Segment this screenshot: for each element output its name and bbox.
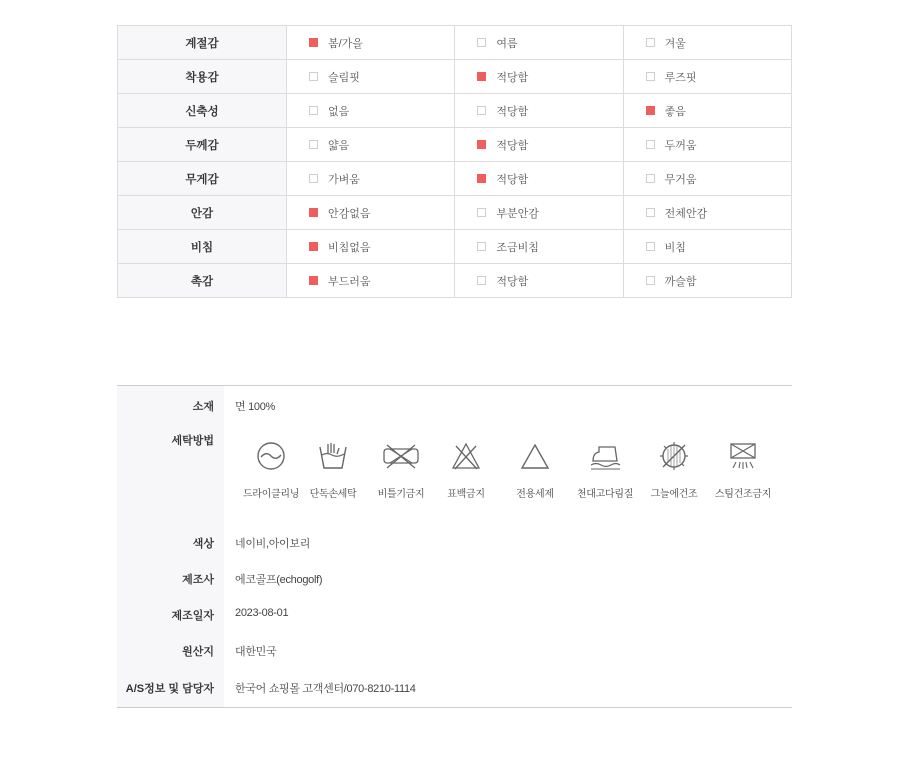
info-label: 원산지	[182, 646, 214, 658]
info-value: 면 100%	[235, 401, 276, 413]
care-label: 표백금지	[447, 489, 485, 500]
feature-option-label: 비침	[664, 241, 686, 254]
unchecked-box-icon	[477, 208, 486, 217]
checked-box-icon	[477, 72, 486, 81]
feature-option	[455, 264, 623, 298]
unchecked-box-icon	[646, 72, 655, 81]
feature-option	[623, 128, 791, 162]
feature-option-label: 적당함	[496, 275, 529, 288]
checked-box-icon	[309, 38, 318, 47]
feature-option	[455, 26, 623, 60]
info-value: 한국어 쇼핑몰 고객센터/070-8210-1114	[235, 683, 416, 695]
feature-option	[287, 264, 455, 298]
unchecked-box-icon	[646, 276, 655, 285]
feature-row	[118, 162, 792, 196]
info-value: 네이비,아이보리	[235, 538, 311, 550]
feature-row	[118, 26, 792, 60]
feature-option	[623, 60, 791, 94]
feature-option	[623, 94, 791, 128]
care-item	[430, 441, 502, 500]
feature-row	[118, 230, 792, 264]
unchecked-box-icon	[309, 106, 318, 115]
info-label: 세탁방법	[171, 435, 214, 447]
feature-option-label: 조금비침	[496, 241, 539, 254]
feature-option	[455, 94, 623, 128]
care-label: 스팀건조금지	[714, 489, 772, 500]
care-item	[638, 441, 710, 500]
feature-option-label: 적당함	[496, 71, 529, 84]
feature-option-label: 부분안감	[496, 207, 539, 220]
info-label: A/S정보 및 담당자	[125, 683, 214, 695]
unchecked-box-icon	[646, 208, 655, 217]
unchecked-box-icon	[309, 72, 318, 81]
feature-option	[455, 128, 623, 162]
feature-option-label: 적당함	[496, 139, 529, 152]
care-label: 천대고다림질	[576, 489, 634, 500]
no-steam-dry-icon	[725, 441, 761, 471]
checked-box-icon	[309, 242, 318, 251]
unchecked-box-icon	[646, 242, 655, 251]
care-label: 전용세제	[516, 489, 554, 500]
feature-option	[623, 230, 791, 264]
feature-option	[287, 60, 455, 94]
feature-label: 두께감	[118, 128, 287, 162]
feature-option-label: 가벼움	[328, 173, 360, 186]
feature-option	[455, 196, 623, 230]
hand-wash-icon	[316, 441, 350, 471]
feature-option-label: 비침없음	[328, 241, 371, 254]
care-label: 단독손세탁	[309, 489, 357, 500]
unchecked-box-icon	[646, 140, 655, 149]
feature-label: 안감	[118, 196, 287, 230]
info-label: 소재	[192, 401, 214, 413]
detergent-icon	[518, 441, 552, 471]
feature-row	[118, 128, 792, 162]
feature-option	[287, 128, 455, 162]
feature-option-label: 부드러움	[328, 275, 371, 288]
feature-option	[287, 94, 455, 128]
feature-option-label: 두꺼움	[664, 139, 697, 152]
iron-cloth-icon	[587, 441, 623, 471]
feature-option	[623, 162, 791, 196]
care-icons	[235, 441, 780, 501]
care-item	[707, 441, 779, 500]
feature-label: 무게감	[118, 162, 287, 196]
feature-option	[455, 60, 623, 94]
feature-label: 계절감	[118, 26, 287, 60]
shade-dry-icon	[657, 441, 691, 471]
info-label: 제조사	[182, 574, 214, 586]
feature-label: 비침	[118, 230, 287, 264]
feature-option	[287, 26, 455, 60]
feature-option-label: 까슬함	[664, 275, 697, 288]
unchecked-box-icon	[646, 174, 655, 183]
feature-row	[118, 94, 792, 128]
feature-option	[287, 230, 455, 264]
no-bleach-icon	[449, 441, 483, 471]
feature-option-label: 봄/가을	[328, 37, 363, 50]
feature-option-label: 슬림핏	[328, 71, 360, 84]
feature-label: 촉감	[118, 264, 287, 298]
feature-option-label: 무거움	[664, 173, 697, 186]
care-item	[569, 441, 641, 500]
feature-row	[118, 264, 792, 298]
feature-option-label: 없음	[328, 105, 350, 118]
feature-option	[623, 264, 791, 298]
feature-option	[623, 196, 791, 230]
unchecked-box-icon	[477, 106, 486, 115]
feature-option	[455, 230, 623, 264]
care-item	[499, 441, 571, 500]
checked-box-icon	[477, 174, 486, 183]
checked-box-icon	[309, 208, 318, 217]
feature-option-label: 전체안감	[664, 207, 708, 220]
unchecked-box-icon	[309, 174, 318, 183]
feature-option-label: 루즈핏	[664, 71, 697, 84]
info-value: 2023-08-01	[235, 607, 289, 619]
feature-option-label: 적당함	[496, 105, 529, 118]
no-wring-icon	[381, 441, 421, 471]
feature-label: 신축성	[118, 94, 287, 128]
care-item	[365, 441, 437, 500]
info-value: 에코골프(echogolf)	[235, 574, 323, 586]
unchecked-box-icon	[309, 140, 318, 149]
feature-option	[623, 26, 791, 60]
dry-cleaning-icon	[254, 441, 288, 471]
unchecked-box-icon	[477, 38, 486, 47]
feature-option-label: 겨울	[664, 37, 686, 50]
checked-box-icon	[477, 140, 486, 149]
feature-option-label: 여름	[496, 37, 518, 50]
feature-label: 착용감	[118, 60, 287, 94]
feature-option-label: 적당함	[496, 173, 529, 186]
feature-table	[117, 25, 792, 298]
info-value: 대한민국	[235, 646, 277, 658]
feature-row	[118, 196, 792, 230]
info-label: 색상	[192, 538, 214, 550]
unchecked-box-icon	[477, 242, 486, 251]
checked-box-icon	[646, 106, 655, 115]
feature-option	[455, 162, 623, 196]
feature-option-label: 얇음	[328, 139, 350, 152]
care-label: 그늘에건조	[650, 489, 698, 500]
product-info	[117, 385, 792, 708]
care-label: 비틀기금지	[377, 489, 425, 500]
feature-option-label: 좋음	[664, 105, 686, 118]
checked-box-icon	[309, 276, 318, 285]
feature-option-label: 안감없음	[328, 207, 371, 220]
unchecked-box-icon	[477, 276, 486, 285]
feature-option	[287, 162, 455, 196]
info-label: 제조일자	[171, 610, 214, 622]
care-item	[297, 441, 369, 500]
feature-option	[287, 196, 455, 230]
unchecked-box-icon	[646, 38, 655, 47]
feature-row	[118, 60, 792, 94]
care-label: 드라이클리닝	[242, 489, 300, 500]
